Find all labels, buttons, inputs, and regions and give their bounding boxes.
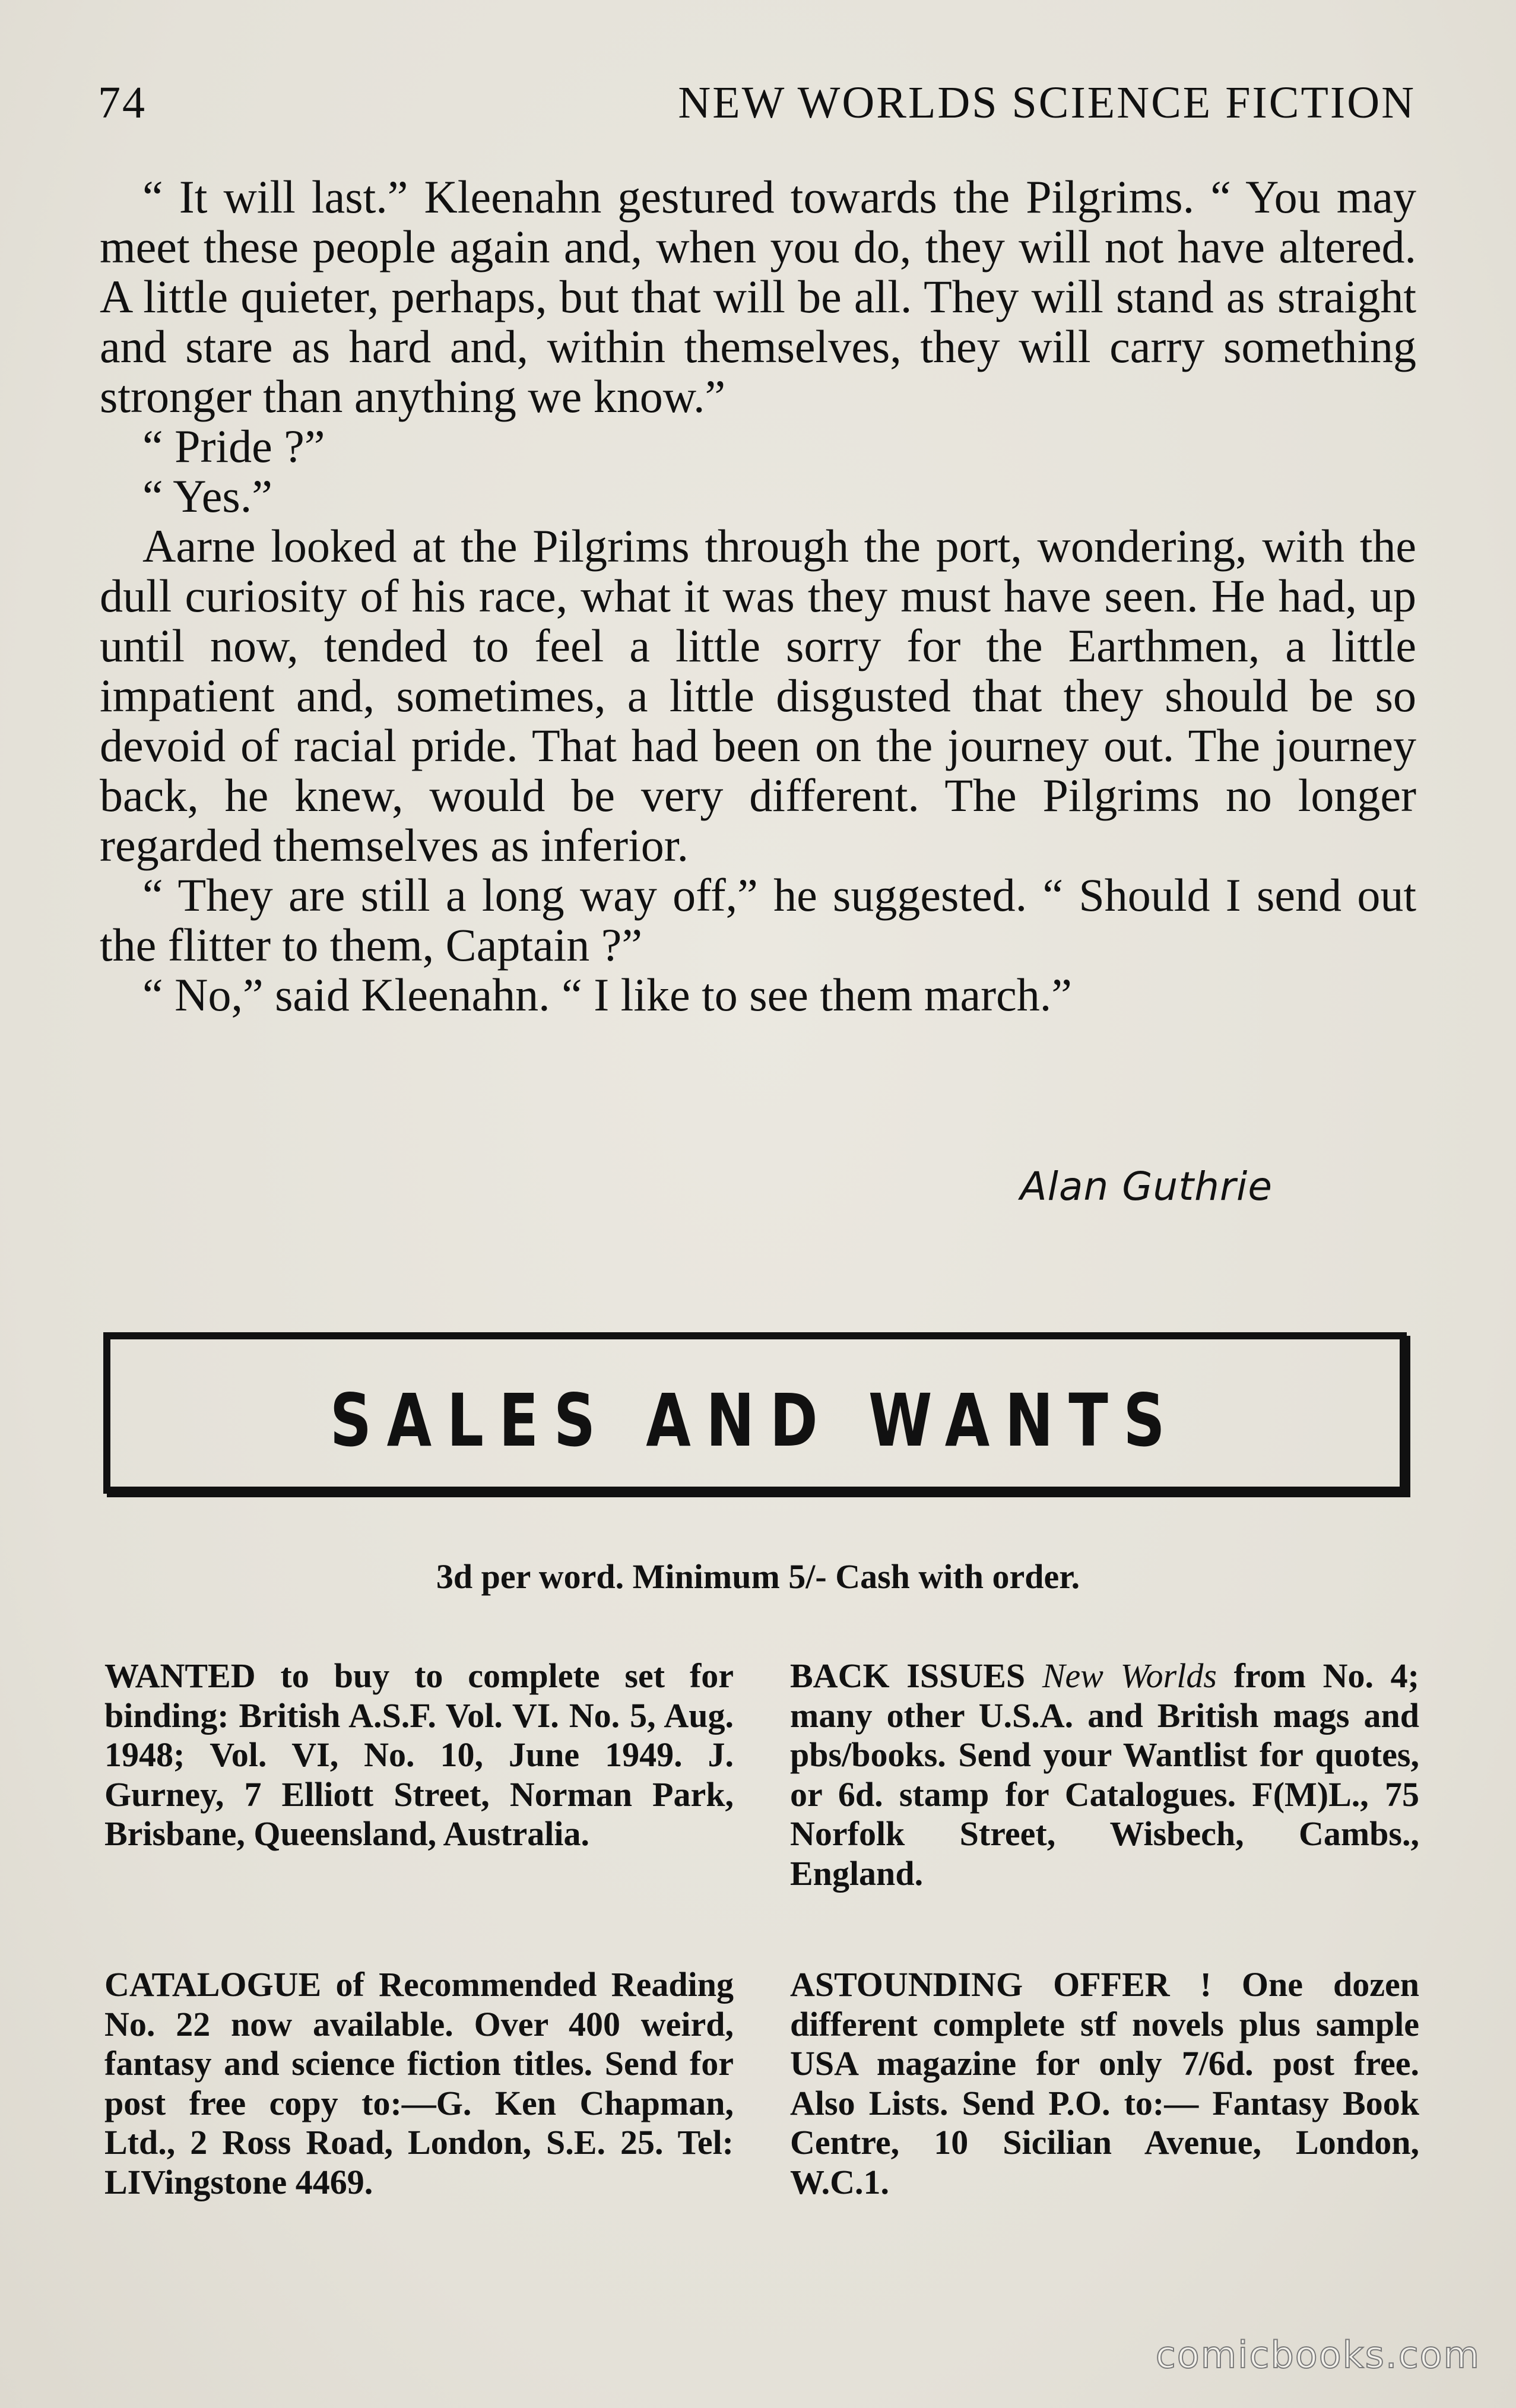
classified-ad xyxy=(104,1656,734,1854)
classified-ad xyxy=(104,1965,734,2202)
section-heading: SALES AND WANTS xyxy=(329,1379,1181,1463)
ad-text: from No. 4; many other U.S.A. and British mags and pbs/books. Send your Wantlist for quotes, or 6d. stamp for Catalogues. F(M)L., 75 Norfolk Street, Wisbech, Cambs., England. xyxy=(790,1656,1419,1893)
page-number: 74 xyxy=(98,78,147,128)
classified-ads xyxy=(104,1656,1419,2280)
ad-text: One dozen different complete stf novels plus sample USA magazine for only 7/6d. post free. Also Lists. Send P.O. to:— Fantasy Book Centre, 10 Sicilian Avenue, London, W.C.1. xyxy=(790,1965,1419,2201)
author-byline: Alan Guthrie xyxy=(1020,1164,1273,1209)
ad-text: of Recommended Reading No. 22 now available. Over 400 weird, fantasy and science fiction titles. Send for post free copy to:—G. Ken Chapman, Ltd., 2 Ross Road, London, S.E. 25. Tel: LIVingstone 4469. xyxy=(104,1965,734,2201)
watermark: comicbooks.com xyxy=(1155,2333,1480,2377)
ad-italic-title: New Worlds xyxy=(1042,1656,1217,1695)
story-text xyxy=(100,172,1416,1020)
ad-lead: ASTOUNDING OFFER ! xyxy=(790,1965,1211,2004)
running-head xyxy=(98,77,1416,137)
story-paragraph: “ They are still a long way off,” he suggested. “ Should I send out the flitter to them, Captain ?” xyxy=(100,869,1416,971)
ad-lead: CATALOGUE xyxy=(104,1965,322,2004)
magazine-title: NEW WORLDS SCIENCE FICTION xyxy=(678,78,1416,128)
section-banner xyxy=(103,1332,1407,1494)
ad-lead: BACK ISSUES xyxy=(790,1656,1026,1695)
story-paragraph: “ Yes.” xyxy=(142,470,272,522)
story-paragraph: Aarne looked at the Pilgrims through the port, wondering, with the dull curiosity of his race, what it was they must have seen. He had, up until now, tended to feel a little sorry for the Earthmen, a little impatient and, sometimes, a little disgusted that they should be so devoid of racial pride. That had been on the journey out. The journey back, he knew, would be very different. The Pilgrims no longer regarded themselves as inferior. xyxy=(100,520,1416,871)
classified-ad xyxy=(790,1965,1419,2202)
story-paragraph: “ Pride ?” xyxy=(142,420,325,472)
story-paragraph: “ No,” said Kleenahn. “ I like to see them march.” xyxy=(142,969,1072,1021)
classified-ad xyxy=(790,1656,1419,1893)
story-paragraph: “ It will last.” Kleenahn gestured towards the Pilgrims. “ You may meet these people again and, when you do, they will not have altered. A little quieter, perhaps, but that will be all. They will stand as straight and stare as hard and, within themselves, they will carry something stronger than anything we know.” xyxy=(100,171,1416,422)
ad-lead: WANTED xyxy=(104,1656,256,1695)
ad-text: to buy to complete set for binding: British A.S.F. Vol. VI. No. 5, Aug. 1948; Vol. VI, No. 10, June 1949. J. Gurney, 7 Elliott Street, Norman Park, Brisbane, Queensland, Australia. xyxy=(104,1656,734,1853)
ad-rate-line: 3d per word. Minimum 5/- Cash with order. xyxy=(436,1557,1080,1596)
